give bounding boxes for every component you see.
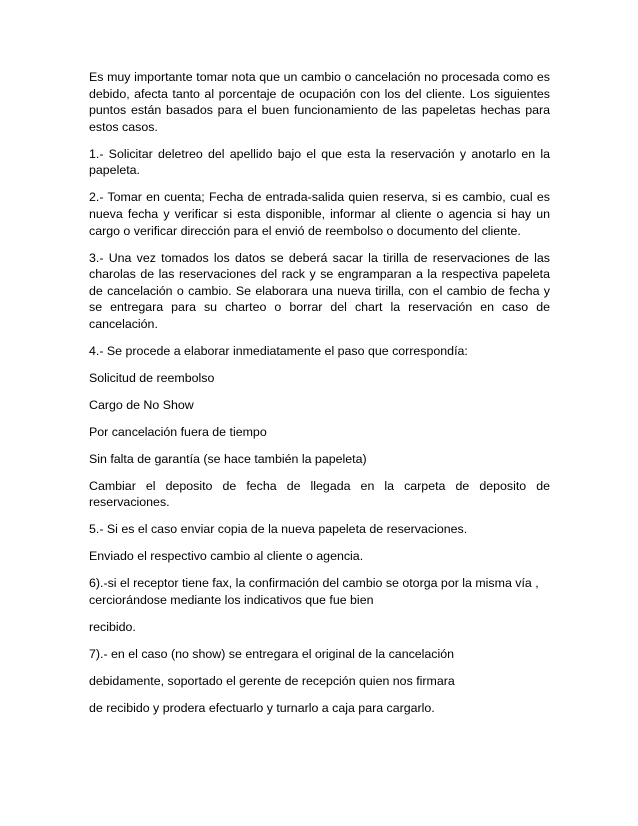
option-no-guarantee: Sin falta de garantía (se hace también la papeleta) — [89, 451, 367, 466]
option-no-show-charge: Cargo de No Show — [89, 397, 194, 412]
step-4-paragraph: 4.- Se procede a elaborar inmediatamente el paso que correspondía: — [89, 343, 468, 358]
step-7-continuation-1: debidamente, soportado el gerente de recepción quien nos firmara — [89, 673, 455, 688]
document-body — [89, 69, 550, 727]
option-change-deposit: Cambiar el deposito de fecha de llegada en la carpeta de deposito de reservaciones. — [89, 478, 550, 510]
step-6-continuation: recibido. — [89, 619, 136, 634]
step-7-continuation-2: de recibido y prodera efectuarlo y turnarlo a caja para cargarlo. — [89, 700, 435, 715]
step-3-paragraph: 3.- Una vez tomados los datos se deberá sacar la tirilla de reservaciones de las charolas de las reservaciones del rack y se engramparan a la respectiva papeleta de cancelación o cambio. Se elaborara una nueva tirilla, con el cambio de fecha y se entregara para su charteo o borrar del chart la reservación en caso de cancelación. — [89, 250, 550, 331]
step-7-paragraph: 7).- en el caso (no show) se entregara el original de la cancelación — [89, 646, 455, 661]
intro-paragraph: Es muy importante tomar nota que un cambio o cancelación no procesada como es debido, afecta tanto al porcentaje de ocupación con los del cliente. Los siguientes puntos están basados para el buen funcionamiento de las papeletas hechas para estos casos. — [89, 70, 550, 134]
step-2-paragraph: 2.- Tomar en cuenta; Fecha de entrada-salida quien reserva, si es cambio, cual es nueva fecha y verificar si esta disponible, informar al cliente o agencia si hay un cargo o verificar dirección para el envió de reembolso o documento del cliente. — [89, 190, 550, 238]
step-6-paragraph: 6).-si el receptor tiene fax, la confirmación del cambio se otorga por la misma vía , cerciorándose mediante los indicativos que fue bien — [89, 576, 539, 607]
option-refund-request: Solicitud de reembolso — [89, 370, 215, 385]
sent-change-paragraph: Enviado el respectivo cambio al cliente o agencia. — [89, 549, 364, 564]
step-5-paragraph: 5.- Si es el caso enviar copia de la nueva papeleta de reservaciones. — [89, 522, 468, 537]
step-1-paragraph: 1.- Solicitar deletreo del apellido bajo el que esta la reservación y anotarlo en la papeleta. — [89, 146, 550, 178]
option-late-cancellation: Por cancelación fuera de tiempo — [89, 424, 267, 439]
